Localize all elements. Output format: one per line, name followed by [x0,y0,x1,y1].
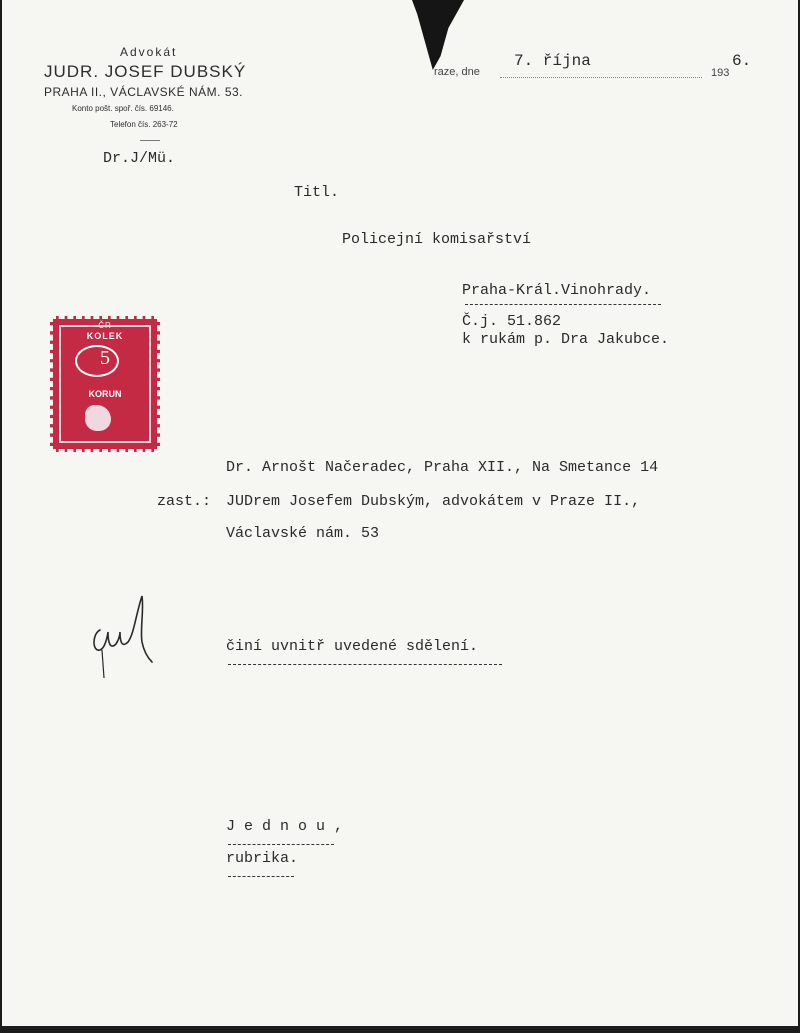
date-year-digit: 6. [732,52,752,70]
place-date-line [434,52,754,82]
letterhead-rule [140,140,160,141]
letterhead-telefon: Telefon čís. 263-72 [110,120,178,129]
reference-code: Dr.J/Mü. [103,150,176,167]
statement-line: činí uvnitř uvedené sdělení. [226,638,479,655]
recipient-city: Praha-Král.Vinohrady. [462,282,652,299]
stamp-value: 5 [100,347,110,369]
date-year-prefix: 193 [711,67,730,79]
closing-rubrika: rubrika. [226,850,299,867]
closing-jednou: J e d n o u , [226,818,344,835]
zast-line-2: Václavské nám. 53 [226,525,380,542]
party-line: Dr. Arnošt Načeradec, Praha XII., Na Smetance 14 [226,459,659,476]
recipient-ref-number: Č.j. 51.862 [462,313,562,330]
recipient-office: Policejní komisařství [342,231,532,248]
zast-line-1: JUDrem Josefem Dubským, advokátem v Praze II., [226,493,641,510]
letterhead-title: Advokát [120,45,178,59]
date-day: 7. října [514,52,591,70]
city-underline [465,304,661,305]
jednou-underline [228,844,334,845]
stamp-kolek: KOLEK [86,331,124,341]
document-page [2,0,798,1026]
date-dotted-line [500,77,702,78]
handwritten-signature [90,590,160,685]
revenue-stamp [50,316,160,452]
stamp-country: ČR [98,321,112,330]
place-label: raze, dne [434,66,480,78]
letterhead-konto: Konto pošt. spoř. čís. 69146. [72,104,174,113]
stamp-korun: KORUN [88,389,122,399]
letterhead-name: JUDR. JOSEF DUBSKÝ [44,62,247,81]
letterhead-address: PRAHA II., VÁCLAVSKÉ NÁM. 53. [44,85,244,99]
salutation: Titl. [294,184,340,201]
lion-emblem-icon [85,405,111,431]
rubrika-underline [228,876,294,877]
recipient-attention: k rukám p. Dra Jakubce. [462,331,670,348]
statement-underline [228,664,502,665]
zast-label: zast.: [157,493,212,510]
